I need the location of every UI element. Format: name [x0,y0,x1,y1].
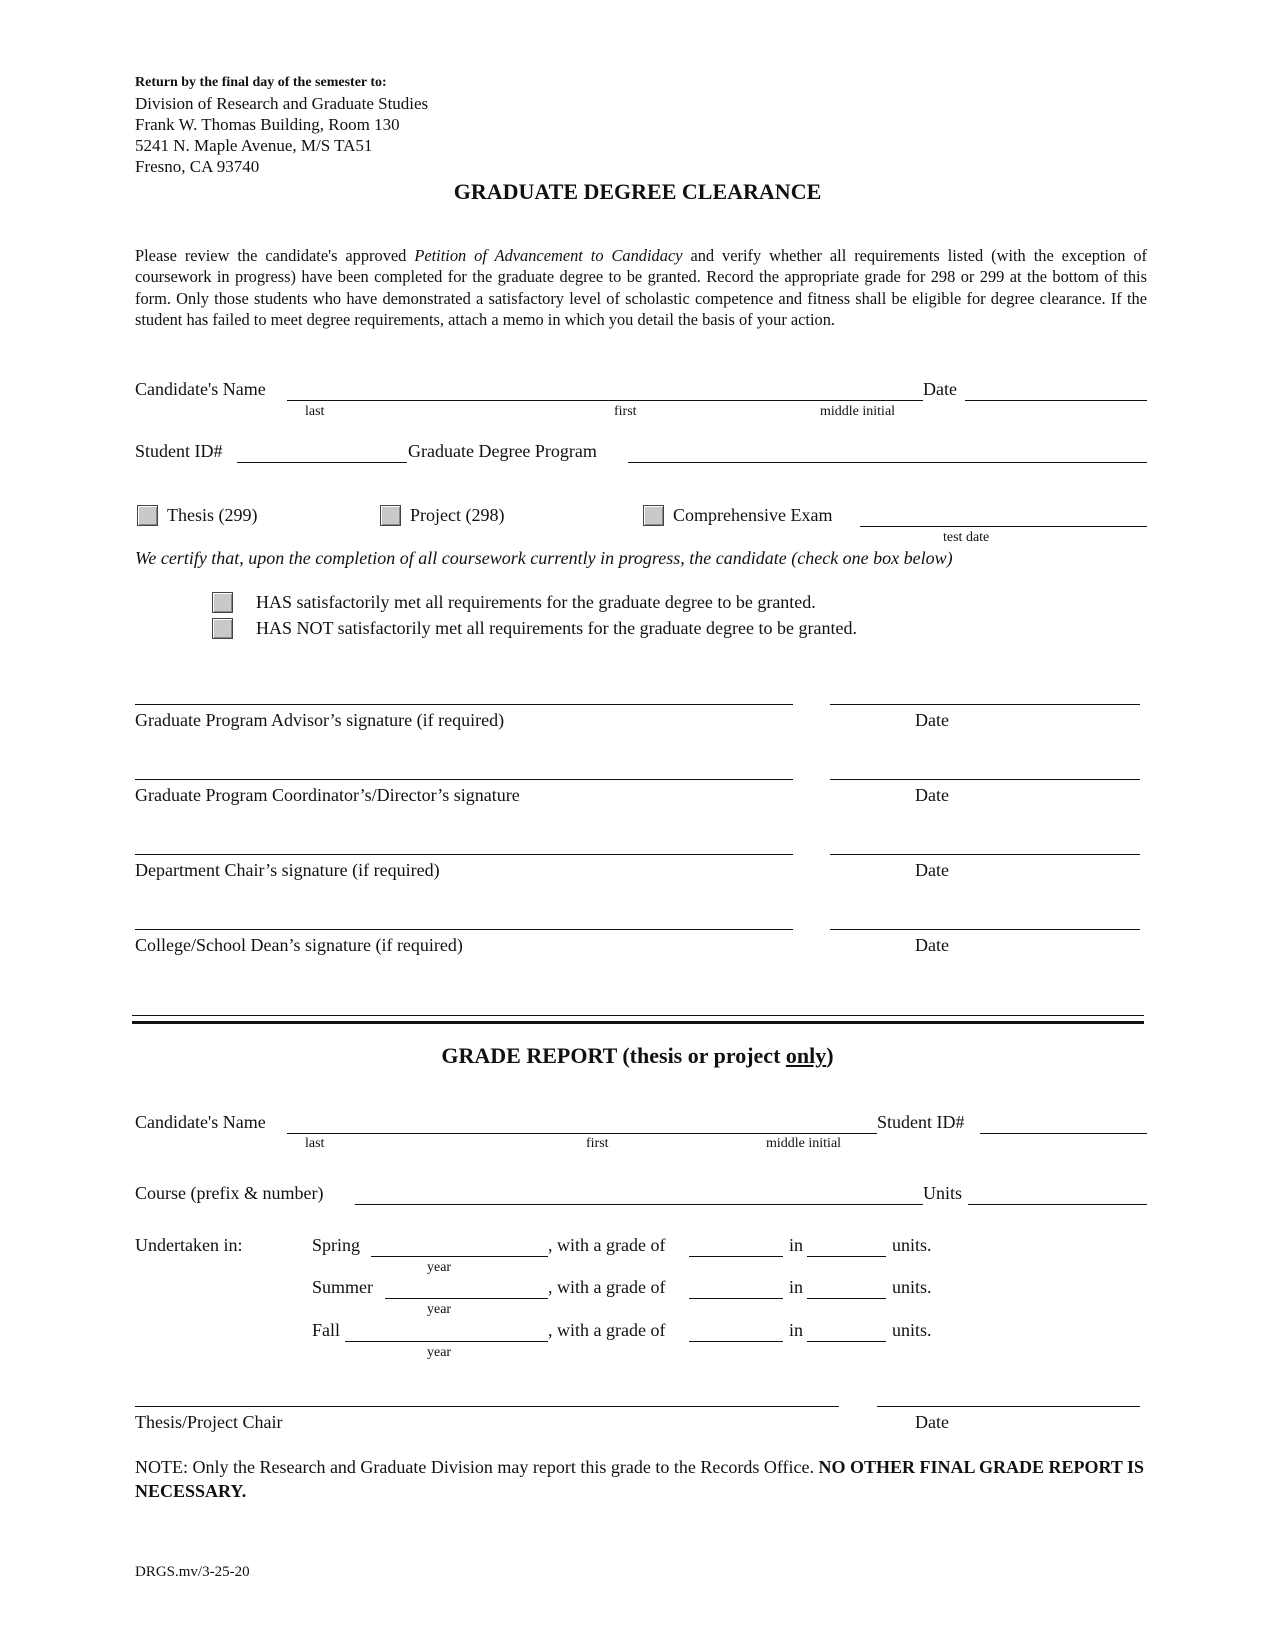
advisor-signature-field[interactable] [135,704,793,705]
dean-date-field[interactable] [830,929,1140,930]
address-line-3: 5241 N. Maple Avenue, M/S TA51 [135,136,373,155]
chair-date-label: Date [915,860,949,880]
advisor-date-label: Date [915,710,949,730]
address-line-2: Frank W. Thomas Building, Room 130 [135,115,400,134]
section-divider-thin [132,1015,1144,1016]
thesis-chair-label: Thesis/Project Chair [135,1412,283,1432]
spring-year-field[interactable] [371,1256,548,1257]
coordinator-date-field[interactable] [830,779,1140,780]
program-field[interactable] [628,462,1147,463]
fall-grade-field[interactable] [689,1341,783,1342]
section-divider-thick [132,1021,1144,1024]
chair-signature-field[interactable] [135,854,793,855]
name-part-middle: middle initial [820,404,896,419]
test-date-label: test date [943,530,990,545]
fall-units-field[interactable] [807,1341,886,1342]
name-part-last: last [305,404,325,419]
date-field[interactable] [965,400,1147,401]
thesis-option-label: Thesis (299) [167,505,258,525]
fall-units-label: units. [892,1320,932,1340]
has-not-met-checkbox[interactable] [212,618,233,639]
summer-label: Summer [312,1277,373,1297]
address-line-1: Division of Research and Graduate Studies [135,94,429,113]
return-instruction: Return by the final day of the semester to: [135,75,387,90]
note-paragraph: NOTE: Only the Research and Graduate Division may report this grade to the Records Office. NO OTHER FINAL GRADE REPORT IS NECESSARY. [135,1457,1145,1501]
candidate-name-label: Candidate's Name [135,379,266,399]
date-label: Date [923,379,957,399]
address-line-4: Fresno, CA 93740 [135,157,260,176]
units-field[interactable] [968,1204,1147,1205]
chair-signature-label: Department Chair’s signature (if required) [135,860,440,880]
units-label: Units [923,1183,963,1203]
spring-units-label: units. [892,1235,932,1255]
coordinator-signature-label: Graduate Program Coordinator’s/Director’s signature [135,785,520,805]
fall-label: Fall [312,1320,341,1340]
summer-year-label: year [427,1302,452,1317]
thesis-chair-date-field[interactable] [877,1406,1140,1407]
summer-grade-label: , with a grade of [548,1277,666,1297]
has-not-met-label: HAS NOT satisfactorily met all requirements for the graduate degree to be granted. [256,618,857,638]
spring-grade-field[interactable] [689,1256,783,1257]
summer-grade-field[interactable] [689,1298,783,1299]
summer-units-label: units. [892,1277,932,1297]
gr-name-part-first: first [586,1136,609,1151]
summer-year-field[interactable] [385,1298,548,1299]
fall-in-label: in [789,1320,804,1340]
spring-label: Spring [312,1235,361,1255]
advisor-signature-label: Graduate Program Advisor’s signature (if required) [135,710,505,730]
intro-paragraph: Please review the candidate's approved Petition of Advancement to Candidacy and verify whether all requirements listed (with the exception of coursework in progress) have been completed for the graduate degree to be granted. Record the appropriate grade for 298 or 299 at the bottom of this form. Only those students who have demonstrated a satisfactory level of scholastic competence and fitness shall be eligible for degree clearance. If the student has failed to meet degree requirements, attach a memo in which you detail the basis of your action. [135,246,1147,329]
gr-candidate-name-field[interactable] [287,1133,877,1134]
spring-year-label: year [427,1260,452,1275]
chair-date-field[interactable] [830,854,1140,855]
advisor-date-field[interactable] [830,704,1140,705]
thesis-chair-signature-field[interactable] [135,1406,839,1407]
summer-units-field[interactable] [807,1298,886,1299]
gr-name-part-last: last [305,1136,325,1151]
clearance-title: GRADUATE DEGREE CLEARANCE [453,179,822,204]
project-option-label: Project (298) [410,505,505,525]
fall-year-label: year [427,1345,452,1360]
spring-in-label: in [789,1235,804,1255]
spring-grade-label: , with a grade of [548,1235,666,1255]
gr-candidate-name-label: Candidate's Name [135,1112,266,1132]
gr-name-part-middle: middle initial [766,1136,842,1151]
gr-student-id-field[interactable] [980,1133,1147,1134]
program-label: Graduate Degree Program [408,441,597,461]
course-label: Course (prefix & number) [135,1183,324,1203]
summer-in-label: in [789,1277,804,1297]
form-code: DRGS.mv/3-25-20 [135,1564,250,1580]
thesis-chair-date-label: Date [915,1412,949,1432]
fall-grade-label: , with a grade of [548,1320,666,1340]
candidate-name-field[interactable] [287,400,923,401]
project-checkbox[interactable] [380,505,401,526]
certify-statement: We certify that, upon the completion of all coursework currently in progress, the candidate (check one box below) [135,548,953,568]
dean-signature-label: College/School Dean’s signature (if required) [135,935,463,955]
dean-signature-field[interactable] [135,929,793,930]
course-field[interactable] [355,1204,923,1205]
dean-date-label: Date [915,935,949,955]
comprehensive-exam-checkbox[interactable] [643,505,664,526]
has-met-checkbox[interactable] [212,592,233,613]
grade-report-title: GRADE REPORT (thesis or project only) [441,1043,834,1068]
thesis-checkbox[interactable] [137,505,158,526]
test-date-field[interactable] [860,526,1147,527]
gr-student-id-label: Student ID# [877,1112,965,1132]
student-id-field[interactable] [237,462,407,463]
undertaken-label: Undertaken in: [135,1235,243,1255]
student-id-label: Student ID# [135,441,223,461]
coordinator-date-label: Date [915,785,949,805]
spring-units-field[interactable] [807,1256,886,1257]
name-part-first: first [614,404,637,419]
comprehensive-exam-label: Comprehensive Exam [673,505,833,525]
coordinator-signature-field[interactable] [135,779,793,780]
has-met-label: HAS satisfactorily met all requirements for the graduate degree to be granted. [256,592,816,612]
fall-year-field[interactable] [345,1341,548,1342]
